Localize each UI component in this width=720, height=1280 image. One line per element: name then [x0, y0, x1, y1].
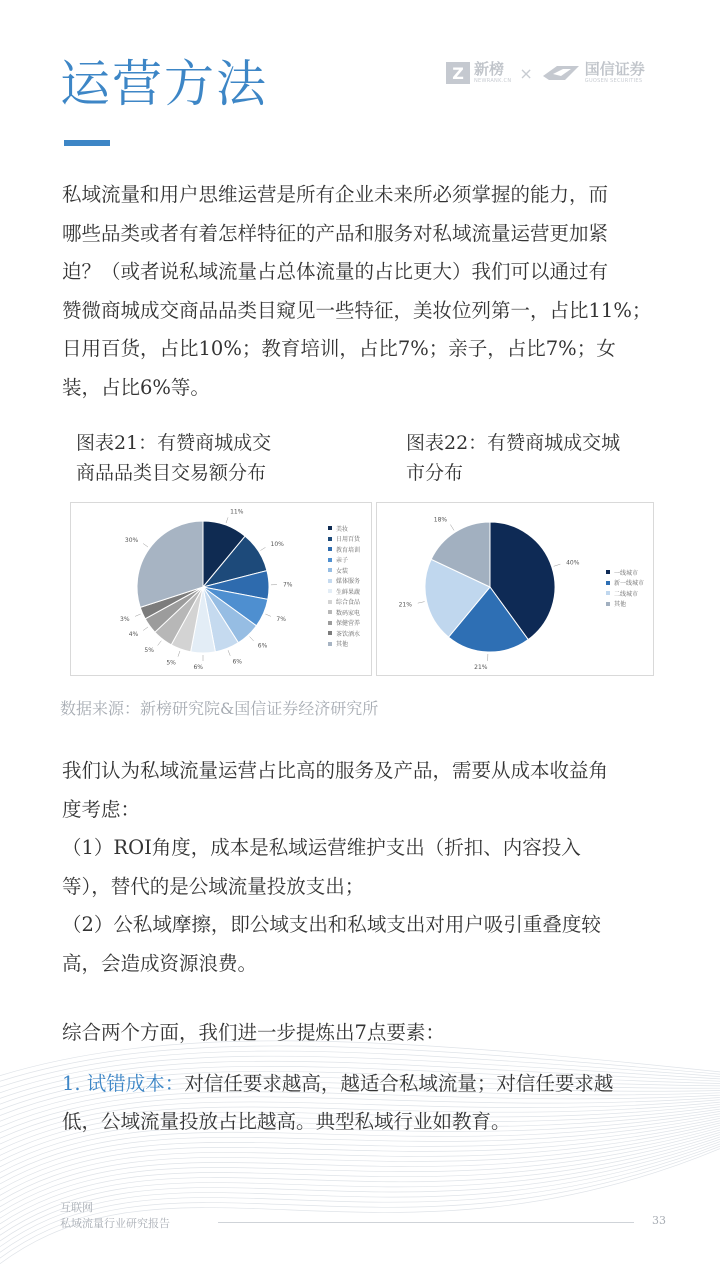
legend-label: 其他 [336, 641, 349, 649]
legend-swatch [328, 526, 332, 530]
legend-swatch [606, 591, 610, 595]
legend-label: 综合食品 [336, 599, 361, 607]
analysis-line: 等），替代的是公域流量投放支出； [62, 874, 365, 898]
intro-line: 赞微商城成交商品品类目窥见一些特征，美妆位列第一，占比11%； [62, 298, 652, 322]
xinbang-logo-sub: NEWRANK.CN [474, 78, 512, 84]
pie-data-label: 21% [474, 663, 488, 671]
analysis-paragraph [62, 752, 674, 983]
guoxin-logo-text: 国信证券 [584, 60, 645, 78]
wave-line [0, 1130, 720, 1250]
legend-swatch [328, 600, 332, 604]
point-label: 1. 试错成本： [62, 1071, 185, 1095]
guoxin-logo-sub: GUOSEN SECURITIES [584, 78, 643, 84]
legend-item [328, 565, 360, 576]
analysis-line: （2）公私域摩擦，即公域支出和私域支出对用户吸引重叠度较 [62, 913, 601, 936]
pie-data-label: 5% [144, 647, 154, 655]
pie-leader-line [554, 564, 561, 566]
legend-item [328, 628, 360, 639]
legend-label: 一线城市 [614, 569, 639, 577]
pie-leader-line [135, 614, 141, 616]
pie-leader-line [143, 627, 148, 631]
chart21-caption [76, 428, 316, 488]
legend-swatch [328, 558, 332, 562]
pie-leader-line [250, 637, 254, 641]
chart21-frame [70, 502, 372, 676]
legend-label: 保健营养 [336, 620, 361, 628]
pie-leader-line [418, 602, 425, 604]
summary-line [62, 1065, 674, 1104]
header-logos [446, 62, 645, 84]
summary-line: 综合两个方面，我们进一步提炼出7点要素： [62, 1021, 445, 1044]
legend-swatch [328, 579, 332, 583]
legend-swatch [328, 631, 332, 635]
chart22-frame [376, 502, 654, 676]
analysis-line: 高，会造成资源浪费。 [62, 951, 258, 975]
guoxin-logo [541, 62, 645, 84]
pie-data-label: 6% [232, 658, 242, 666]
pie-data-label: 3% [120, 615, 130, 623]
pie-data-label: 6% [193, 664, 203, 671]
caption-line: 市分布 [406, 462, 464, 484]
legend-label: 媒体服务 [336, 578, 361, 586]
legend-item [606, 578, 644, 589]
footer-report-name [60, 1200, 170, 1232]
intro-line: 迫？（或者说私域流量占总体流量的占比更大）我们可以通过有 [62, 260, 609, 283]
pie-data-label: 21% [398, 601, 412, 609]
legend-item [328, 523, 360, 534]
pie-leader-line [143, 544, 148, 548]
pie-data-label: 18% [433, 516, 448, 524]
footer-divider [218, 1222, 634, 1223]
pie-leader-line [158, 641, 162, 646]
footer-line: 互联网 [60, 1201, 93, 1214]
caption-line: 图表22：有赞商城成交城 [406, 432, 621, 454]
legend-item [606, 599, 644, 610]
pie-data-label: 10% [270, 541, 284, 549]
xinbang-logo-icon: Z [446, 62, 470, 84]
chart21-legend [328, 523, 360, 649]
legend-item [328, 597, 360, 608]
legend-swatch [328, 589, 332, 593]
wave-line [0, 1134, 720, 1262]
chart22-legend [606, 567, 644, 609]
legend-label: 其他 [614, 601, 627, 609]
xinbang-logo [446, 62, 511, 84]
intro-line: 私域流量和用户思维运营是所有企业未来所必须掌握的能力，而 [62, 183, 609, 206]
legend-item [328, 618, 360, 629]
pie-leader-line [178, 651, 180, 657]
legend-item [328, 639, 360, 650]
summary-line: 低，公域流量投放占比越高。典型私域行业如教育。 [62, 1110, 511, 1133]
legend-swatch [328, 547, 332, 551]
intro-line: 日用百货，占比10%；教育培训，占比7%；亲子，占比7%；女 [62, 337, 616, 360]
analysis-line: 我们认为私域流量运营占比高的服务及产品，需要从成本收益角 [62, 759, 609, 782]
legend-swatch [328, 621, 332, 625]
legend-label: 教育培训 [336, 546, 361, 554]
legend-swatch [606, 602, 610, 606]
legend-swatch [328, 610, 332, 614]
pie-leader-line [260, 547, 265, 550]
legend-item [328, 607, 360, 618]
legend-label: 美妆 [336, 525, 349, 533]
pie-leader-line [226, 517, 228, 523]
legend-label: 生鲜果蔬 [336, 588, 361, 596]
legend-label: 新一线城市 [614, 580, 645, 588]
footer-line: 私域流量行业研究报告 [60, 1217, 170, 1230]
data-source: 数据来源：新榜研究院&国信证券经济研究所 [60, 699, 379, 718]
legend-label: 二线城市 [614, 590, 639, 598]
legend-label: 茶饮酒水 [336, 630, 361, 638]
legend-item [606, 588, 644, 599]
pie-data-label: 4% [128, 631, 139, 639]
xinbang-logo-text: 新榜 [474, 60, 505, 78]
legend-swatch [328, 642, 332, 646]
intro-line: 哪些品类或者有着怎样特征的产品和服务对私域流量运营更加紧 [62, 221, 609, 245]
legend-item [328, 544, 360, 555]
caption-line: 图表21：有赞商城成交 [76, 432, 272, 454]
pie-data-label: 11% [230, 508, 244, 516]
page-number: 33 [652, 1214, 666, 1227]
legend-item [328, 586, 360, 597]
legend-swatch [606, 581, 610, 585]
logo-cross: × [519, 63, 533, 83]
chart22-caption [406, 428, 646, 488]
legend-swatch [328, 568, 332, 572]
pie-data-label: 7% [282, 581, 293, 589]
analysis-line: 度考虑： [62, 797, 141, 821]
pie-leader-line [450, 525, 454, 531]
pie-data-label: 7% [276, 615, 286, 623]
summary-paragraph [62, 1014, 674, 1142]
pie-data-label: 5% [166, 659, 176, 667]
legend-label: 亲子 [336, 557, 349, 565]
pie-data-label: 6% [257, 642, 268, 650]
title-underline [64, 140, 110, 146]
caption-line: 商品品类目交易额分布 [76, 462, 267, 484]
legend-item [328, 555, 360, 566]
legend-label: 女装 [336, 567, 349, 575]
chart21-pie [71, 503, 311, 677]
legend-label: 日用百货 [336, 536, 361, 544]
intro-paragraph [62, 176, 674, 407]
legend-swatch [328, 537, 332, 541]
legend-item [328, 534, 360, 545]
legend-item [606, 567, 644, 578]
guoxin-logo-icon [541, 62, 581, 84]
legend-item [328, 576, 360, 587]
pie-data-label: 30% [124, 536, 139, 544]
page-title: 运营方法 [60, 55, 268, 113]
legend-label: 数码家电 [336, 609, 361, 617]
pie-data-label: 40% [566, 559, 580, 567]
legend-swatch [606, 570, 610, 574]
analysis-line: （1）ROI角度，成本是私域运营维护支出（折扣、内容投入 [62, 836, 581, 859]
intro-line: 装，占比6%等。 [62, 375, 210, 399]
pie-leader-line [228, 650, 230, 656]
point-text: 对信任要求越高，越适合私域流量；对信任要求越 [184, 1071, 614, 1095]
pie-leader-line [265, 614, 271, 616]
chart22-pie [377, 503, 587, 677]
